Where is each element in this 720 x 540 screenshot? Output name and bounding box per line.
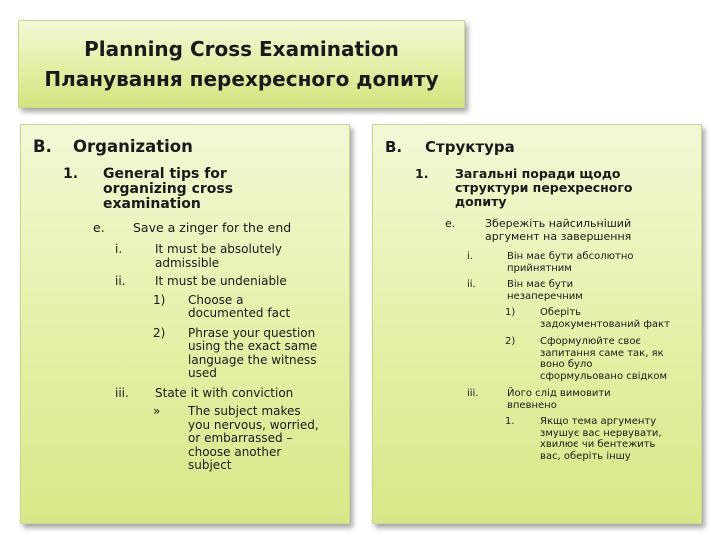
item-marker: e. (445, 217, 456, 230)
item-marker: iii. (467, 388, 479, 399)
outline-item (115, 275, 339, 289)
item-text: Choose a documented fact (188, 292, 291, 320)
item-text: It must be absolutely admissible (155, 242, 282, 270)
title-english: Planning Cross Examination (84, 37, 399, 61)
item-marker: e. (93, 220, 105, 235)
item-marker: ii. (467, 279, 476, 290)
item-text: It must be undeniable (155, 274, 287, 288)
item-text: Він має бути незаперечним (507, 279, 583, 302)
item-marker: » (153, 404, 161, 418)
outline-item (445, 218, 691, 243)
item-text: Його слід вимовити впевнено (507, 388, 611, 411)
section-marker: B. (33, 137, 52, 156)
outline-item (153, 327, 339, 381)
outline-item (115, 243, 339, 270)
section-title: Структура (425, 138, 515, 156)
item-text: State it with conviction (155, 385, 294, 400)
item-text: General tips for organizing cross examination (103, 166, 234, 212)
item-marker: iii. (115, 385, 129, 400)
item-marker: 1. (63, 166, 79, 182)
item-marker: 1. (505, 416, 515, 427)
item-text: Save a zinger for the end (133, 220, 292, 235)
slide-title (18, 20, 465, 108)
item-text: Загальні поради щодо структури перехресного допиту (455, 166, 633, 209)
item-marker: i. (115, 242, 123, 256)
english-outline-panel (20, 124, 350, 524)
item-text: Phrase your question using the exact same language the witness used (188, 325, 318, 380)
section-heading (33, 137, 339, 157)
outline-item (415, 167, 691, 209)
item-marker: 1. (415, 166, 429, 181)
item-marker: 2) (505, 336, 516, 347)
item-text: Сформулюйте своє запитання саме так, як воно було сформульовано свідком (540, 336, 668, 382)
section-marker: B. (385, 138, 403, 156)
item-text: Він має бути абсолютно прийнятним (507, 251, 634, 274)
outline-item (153, 294, 339, 321)
section-title: Organization (73, 137, 193, 156)
outline-item (505, 307, 691, 330)
outline-item (93, 221, 339, 235)
outline-item (115, 387, 339, 401)
item-text: Якщо тема аргументу змушує вас нервувати, хвилює чи бентежить вас, оберіть іншу (540, 416, 662, 462)
item-text: Збережіть найсильніший аргумент на завершення (485, 217, 632, 243)
outline-item (153, 405, 339, 473)
outline-item (63, 167, 339, 212)
ukrainian-outline-panel (372, 124, 702, 524)
item-marker: 1) (505, 307, 516, 318)
outline-item (467, 279, 691, 302)
outline-item (505, 336, 691, 382)
item-marker: i. (467, 251, 473, 262)
item-marker: ii. (115, 274, 126, 288)
outline-item (505, 416, 691, 462)
outline-item (467, 388, 691, 411)
section-heading (385, 137, 691, 157)
item-marker: 2) (153, 325, 166, 340)
item-marker: 1) (153, 292, 166, 307)
item-text: Оберіть задокументований факт (540, 307, 670, 330)
item-text: The subject makes you nervous, worried, or embarrassed – choose another subject (188, 404, 319, 472)
outline-item (467, 251, 691, 274)
title-ukrainian: Планування перехресного допиту (44, 67, 439, 91)
